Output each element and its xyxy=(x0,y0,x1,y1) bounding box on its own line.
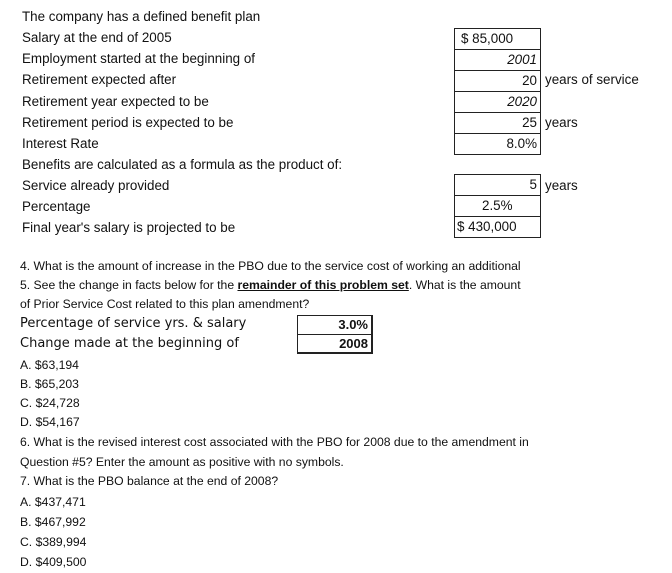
value-salary: $ 85,000 xyxy=(454,28,541,50)
change-label-percentage: Percentage of service yrs. & salary xyxy=(20,316,247,331)
change-value-year: 2008 xyxy=(297,334,373,354)
row-label-salary: Salary at the end of 2005 xyxy=(22,30,172,45)
value-final-salary: $ 430,000 xyxy=(454,216,541,238)
question-5-line2: of Prior Service Cost related to this plan amendment? xyxy=(20,297,310,311)
question-7: 7. What is the PBO balance at the end of 2008? xyxy=(20,474,279,488)
row-label-retirement-after: Retirement expected after xyxy=(22,72,177,87)
q5-option-d[interactable]: D. $54,167 xyxy=(20,415,80,429)
value-service-provided: 5 xyxy=(454,174,541,196)
q5-option-b[interactable]: B. $65,203 xyxy=(20,377,79,391)
question-4: 4. What is the amount of increase in the PBO due to the service cost of working an additional xyxy=(20,259,521,273)
formula-label-final-salary: Final year's salary is projected to be xyxy=(22,220,236,235)
suffix-years-period: years xyxy=(545,115,578,130)
q7-option-b[interactable]: B. $467,992 xyxy=(20,515,86,529)
q5-option-c[interactable]: C. $24,728 xyxy=(20,396,80,410)
value-retirement-after: 20 xyxy=(454,70,541,92)
value-retirement-year: 2020 xyxy=(454,91,541,113)
value-percentage: 2.5% xyxy=(454,195,541,217)
row-label-interest-rate: Interest Rate xyxy=(22,136,99,151)
q5-text-post: . What is the amount xyxy=(408,278,521,292)
value-employment-start: 2001 xyxy=(454,49,541,71)
q5-link-remainder[interactable]: remainder of this problem set xyxy=(237,278,409,292)
question-6-line2: Question #5? Enter the amount as positive with no symbols. xyxy=(20,455,344,469)
change-label-year: Change made at the beginning of xyxy=(20,336,239,351)
suffix-years-of-service: years of service xyxy=(545,72,639,87)
row-label-employment-start: Employment started at the beginning of xyxy=(22,51,255,66)
question-5-line1 xyxy=(20,277,521,293)
formula-label-service: Service already provided xyxy=(22,178,170,193)
question-6-line1: 6. What is the revised interest cost associated with the PBO for 2008 due to the amendment in xyxy=(20,435,529,449)
value-interest-rate: 8.0% xyxy=(454,133,541,155)
change-value-percentage: 3.0% xyxy=(297,315,373,335)
row-label-retirement-period: Retirement period is expected to be xyxy=(22,115,234,130)
q5-text-pre: 5. See the change in facts below for the xyxy=(20,278,238,292)
value-retirement-period: 25 xyxy=(454,112,541,134)
formula-label-percentage: Percentage xyxy=(22,199,91,214)
plan-title: The company has a defined benefit plan xyxy=(22,9,261,24)
formula-heading: Benefits are calculated as a formula as the product of: xyxy=(22,157,343,172)
q7-option-c[interactable]: C. $389,994 xyxy=(20,535,87,549)
suffix-years-service: years xyxy=(545,178,578,193)
row-label-retirement-year: Retirement year expected to be xyxy=(22,94,209,109)
q5-option-a[interactable]: A. $63,194 xyxy=(20,358,79,372)
q7-option-a[interactable]: A. $437,471 xyxy=(20,495,86,509)
q7-option-d[interactable]: D. $409,500 xyxy=(20,555,87,569)
